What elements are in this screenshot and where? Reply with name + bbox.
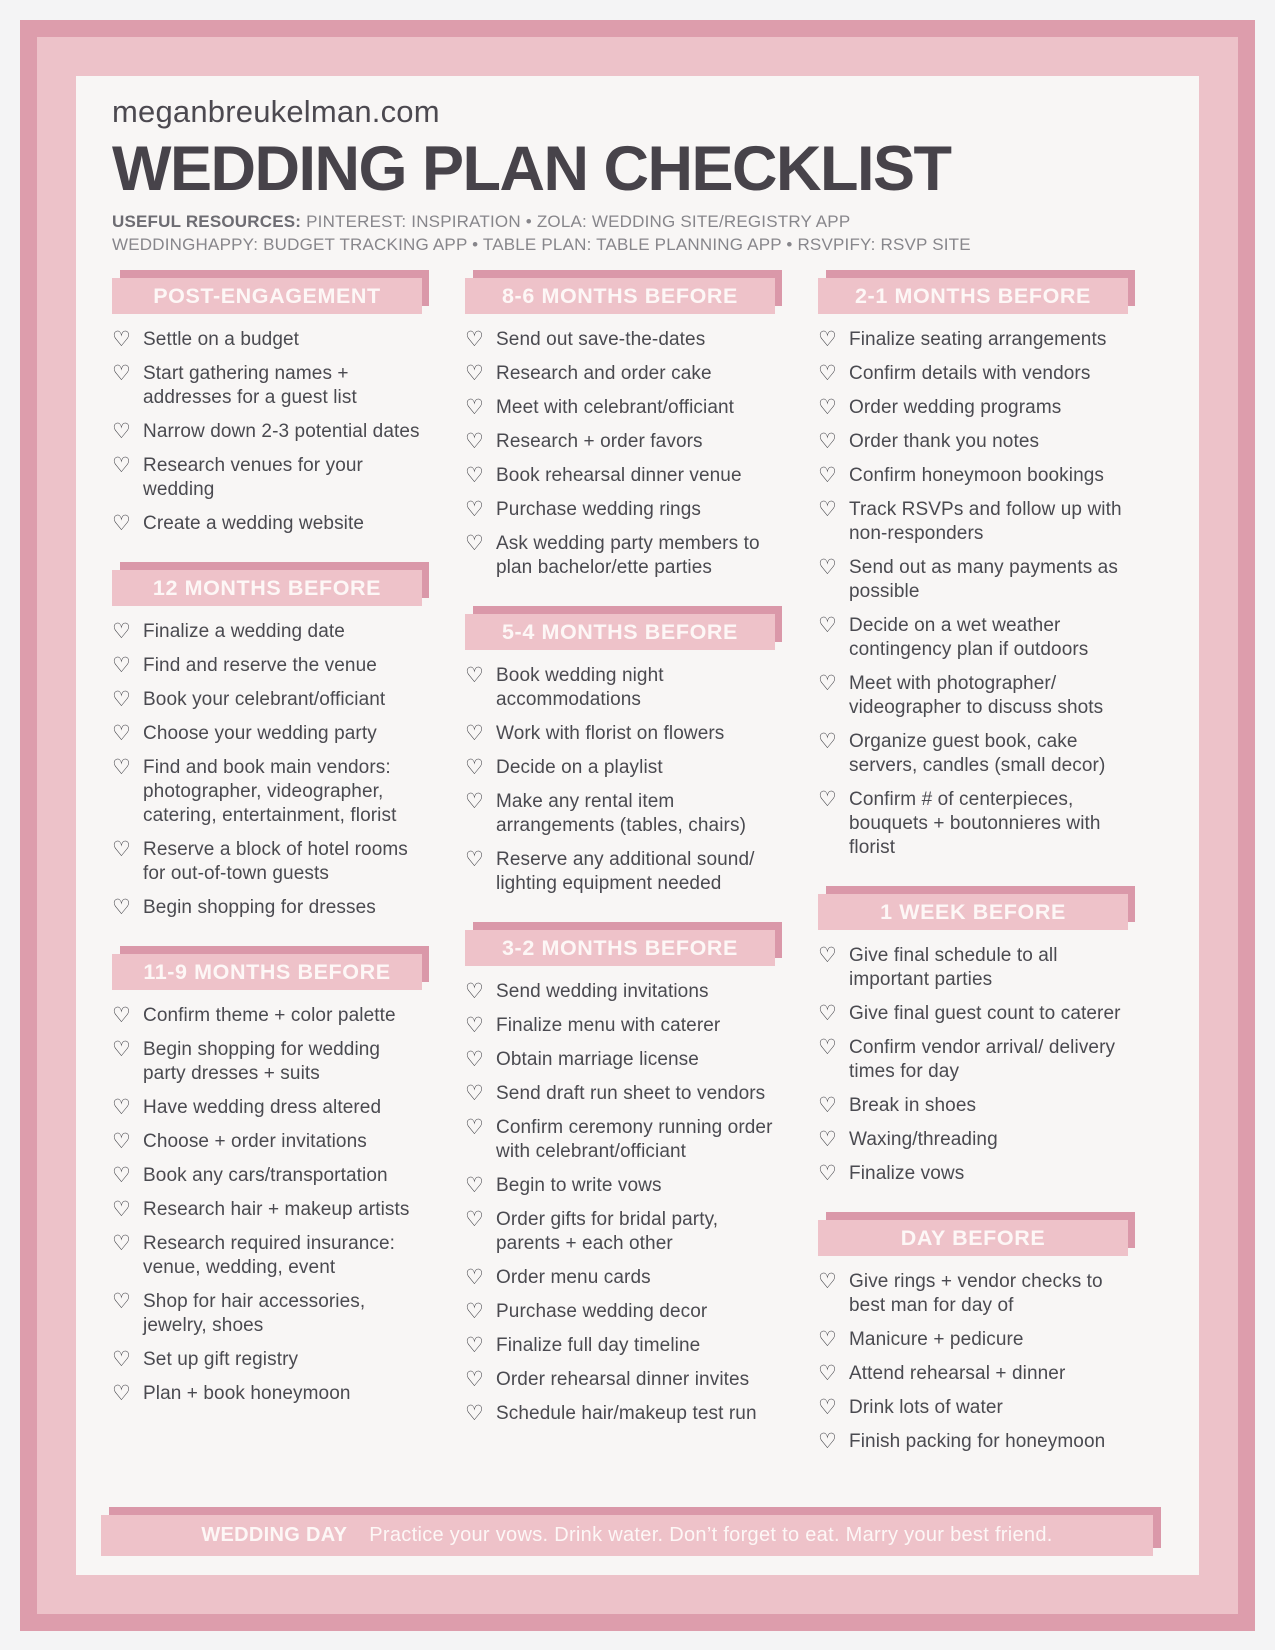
checklist-item [112, 362, 422, 410]
checklist-item-text: Finish packing for honeymoon [849, 1431, 1106, 1452]
heart-checkbox-icon: ♡ [465, 1116, 484, 1139]
checklist-item [112, 1198, 422, 1222]
checklist-item-text: Finalize vows [849, 1163, 965, 1184]
checklist-item-text: Order rehearsal dinner invites [496, 1369, 750, 1390]
checklist-item-text: Finalize full day timeline [496, 1335, 701, 1356]
checklist-item [818, 1002, 1128, 1026]
checklist-item [112, 1130, 422, 1154]
checklist-item-text: Decide on a playlist [496, 757, 663, 778]
heart-checkbox-icon: ♡ [465, 1300, 484, 1323]
checklist-item [112, 420, 422, 444]
checklist-item-text: Set up gift registry [143, 1349, 299, 1370]
checklist-item [818, 614, 1128, 662]
checklist-column [818, 278, 1128, 1464]
checklist-item-text: Send draft run sheet to vendors [496, 1083, 766, 1104]
checklist-section [465, 930, 775, 1426]
heart-checkbox-icon: ♡ [818, 944, 837, 967]
checklist-item [112, 756, 422, 828]
checklist-item-text: Drink lots of water [849, 1397, 1003, 1418]
checklist-item-text: Confirm theme + color palette [143, 1005, 396, 1026]
heart-checkbox-icon: ♡ [818, 1162, 837, 1185]
heart-checkbox-icon: ♡ [818, 362, 837, 385]
heart-checkbox-icon: ♡ [465, 1208, 484, 1231]
page-title: WEDDING PLAN CHECKLIST [112, 134, 951, 204]
checklist-item-text: Narrow down 2-3 potential dates [143, 421, 420, 442]
heart-checkbox-icon: ♡ [112, 1290, 131, 1313]
checklist-item [112, 896, 422, 920]
heart-checkbox-icon: ♡ [465, 396, 484, 419]
checklist-item-text: Finalize menu with caterer [496, 1015, 721, 1036]
heart-checkbox-icon: ♡ [818, 1036, 837, 1059]
checklist-item-text: Purchase wedding decor [496, 1301, 708, 1322]
resources-label: USEFUL RESOURCES: [112, 212, 302, 231]
section-header [112, 954, 422, 990]
heart-checkbox-icon: ♡ [818, 1430, 837, 1453]
checklist-item-text: Research + order favors [496, 431, 703, 452]
checklist-item [112, 654, 422, 678]
heart-checkbox-icon: ♡ [112, 1232, 131, 1255]
checklist-item [112, 620, 422, 644]
checklist-item-text: Track RSVPs and follow up with non-responders [849, 499, 1122, 544]
checklist-item [465, 1048, 775, 1072]
checklist-column [112, 278, 422, 1464]
checklist-section [112, 570, 422, 920]
checklist-section [818, 278, 1128, 860]
checklist-item [465, 1300, 775, 1324]
checklist-item [112, 1348, 422, 1372]
heart-checkbox-icon: ♡ [818, 1270, 837, 1293]
heart-checkbox-icon: ♡ [818, 1094, 837, 1117]
section-header [465, 930, 775, 966]
checklist-section [465, 278, 775, 580]
checklist-item [465, 756, 775, 780]
heart-checkbox-icon: ♡ [465, 664, 484, 687]
heart-checkbox-icon: ♡ [465, 1048, 484, 1071]
heart-checkbox-icon: ♡ [112, 454, 131, 477]
checklist-item [818, 672, 1128, 720]
checklist-item [465, 1368, 775, 1392]
checklist-item [112, 1096, 422, 1120]
checklist-item [818, 1036, 1128, 1084]
checklist-item-text: Schedule hair/makeup test run [496, 1403, 757, 1424]
heart-checkbox-icon: ♡ [465, 1014, 484, 1037]
heart-checkbox-icon: ♡ [818, 556, 837, 579]
checklist-item [818, 1270, 1128, 1318]
resources-line-2: WEDDINGHAPPY: BUDGET TRACKING APP • TABLE PLAN: TABLE PLANNING APP • RSVPIFY: RSVP SITE [112, 235, 971, 254]
heart-checkbox-icon: ♡ [112, 1096, 131, 1119]
heart-checkbox-icon: ♡ [465, 790, 484, 813]
section-header [465, 278, 775, 314]
checklist-item-text: Confirm # of centerpieces, bouquets + boutonnieres with florist [849, 789, 1101, 858]
heart-checkbox-icon: ♡ [465, 1368, 484, 1391]
heart-checkbox-icon: ♡ [465, 362, 484, 385]
checklist-item-text: Confirm vendor arrival/ delivery times for day [849, 1037, 1116, 1082]
section-title: 8-6 MONTHS BEFORE [465, 278, 775, 314]
heart-checkbox-icon: ♡ [818, 1396, 837, 1419]
checklist-item [465, 362, 775, 386]
heart-checkbox-icon: ♡ [465, 498, 484, 521]
heart-checkbox-icon: ♡ [465, 1174, 484, 1197]
checklist-section [465, 614, 775, 896]
checklist-item [465, 664, 775, 712]
section-title: 3-2 MONTHS BEFORE [465, 930, 775, 966]
heart-checkbox-icon: ♡ [465, 328, 484, 351]
checklist-item-text: Book rehearsal dinner venue [496, 465, 742, 486]
checklist-item-text: Break in shoes [849, 1095, 977, 1116]
checklist-item [465, 848, 775, 896]
checklist-section [112, 278, 422, 536]
checklist-item-text: Meet with photographer/ videographer to discuss shots [849, 673, 1104, 718]
checklist-item-text: Order menu cards [496, 1267, 651, 1288]
checklist-item-text: Decide on a wet weather contingency plan if outdoors [849, 615, 1089, 660]
checklist-item [465, 1266, 775, 1290]
heart-checkbox-icon: ♡ [112, 620, 131, 643]
checklist-item [465, 532, 775, 580]
checklist-item [112, 1004, 422, 1028]
checklist-item-text: Give final guest count to caterer [849, 1003, 1121, 1024]
checklist-column [465, 278, 775, 1464]
checklist-item-text: Find and book main vendors: photographer, videographer, catering, entertainment, florist [143, 757, 397, 826]
checklist-item [465, 1014, 775, 1038]
checklist-item-text: Choose your wedding party [143, 723, 377, 744]
heart-checkbox-icon: ♡ [112, 1164, 131, 1187]
heart-checkbox-icon: ♡ [465, 532, 484, 555]
checklist-item [818, 730, 1128, 778]
checklist-items [818, 328, 1128, 860]
heart-checkbox-icon: ♡ [465, 1402, 484, 1425]
checklist-item-text: Start gathering names + addresses for a guest list [143, 363, 357, 408]
checklist-item-text: Finalize seating arrangements [849, 329, 1107, 350]
checklist-item [818, 396, 1128, 420]
heart-checkbox-icon: ♡ [818, 730, 837, 753]
heart-checkbox-icon: ♡ [465, 1082, 484, 1105]
heart-checkbox-icon: ♡ [465, 848, 484, 871]
checklist-item-text: Give rings + vendor checks to best man for day of [849, 1271, 1103, 1316]
checklist-columns [112, 278, 1163, 1464]
section-title: POST-ENGAGEMENT [112, 278, 422, 314]
heart-checkbox-icon: ♡ [112, 420, 131, 443]
heart-checkbox-icon: ♡ [818, 498, 837, 521]
checklist-item [465, 328, 775, 352]
checklist-item-text: Begin shopping for wedding party dresses + suits [143, 1039, 381, 1084]
checklist-item [465, 1174, 775, 1198]
checklist-item [818, 944, 1128, 992]
checklist-item [112, 688, 422, 712]
checklist-item [818, 1430, 1128, 1454]
useful-resources [112, 210, 1163, 256]
section-title: 11-9 MONTHS BEFORE [112, 954, 422, 990]
checklist-item-text: Reserve a block of hotel rooms for out-of-town guests [143, 839, 408, 884]
checklist-item [818, 464, 1128, 488]
checklist-item-text: Meet with celebrant/officiant [496, 397, 735, 418]
checklist-item [465, 1334, 775, 1358]
checklist-item [818, 1128, 1128, 1152]
checklist-item [465, 790, 775, 838]
checklist-item-text: Settle on a budget [143, 329, 300, 350]
outer-pink-frame [20, 20, 1255, 1631]
heart-checkbox-icon: ♡ [112, 896, 131, 919]
checklist-section [818, 1220, 1128, 1454]
checklist-item [112, 512, 422, 536]
checklist-item [112, 1164, 422, 1188]
wedding-day-tips: Practice your vows. Drink water. Don’t forget to eat. Marry your best friend. [369, 1524, 1053, 1546]
heart-checkbox-icon: ♡ [818, 430, 837, 453]
checklist-item [818, 1362, 1128, 1386]
checklist-item [112, 1038, 422, 1086]
checklist-item [818, 1328, 1128, 1352]
checklist-item-text: Book wedding night accommodations [496, 665, 664, 710]
heart-checkbox-icon: ♡ [465, 1266, 484, 1289]
checklist-item-text: Book your celebrant/officiant [143, 689, 386, 710]
checklist-item-text: Research required insurance: venue, wedding, event [143, 1233, 396, 1278]
section-header [465, 614, 775, 650]
checklist-item [818, 328, 1128, 352]
section-header [818, 278, 1128, 314]
heart-checkbox-icon: ♡ [112, 838, 131, 861]
checklist-item [818, 556, 1128, 604]
document-content [76, 76, 1199, 1575]
checklist-items [465, 664, 775, 896]
checklist-item-text: Manicure + pedicure [849, 1329, 1024, 1350]
checklist-item-text: Finalize a wedding date [143, 621, 345, 642]
checklist-item [465, 1208, 775, 1256]
checklist-item-text: Research and order cake [496, 363, 712, 384]
heart-checkbox-icon: ♡ [112, 512, 131, 535]
checklist-item [112, 838, 422, 886]
heart-checkbox-icon: ♡ [818, 672, 837, 695]
checklist-items [818, 1270, 1128, 1454]
checklist-item [465, 464, 775, 488]
checklist-item-text: Research venues for your wedding [143, 455, 363, 500]
heart-checkbox-icon: ♡ [818, 788, 837, 811]
checklist-item-text: Work with florist on flowers [496, 723, 725, 744]
checklist-items [818, 944, 1128, 1186]
heart-checkbox-icon: ♡ [818, 1362, 837, 1385]
heart-checkbox-icon: ♡ [818, 1128, 837, 1151]
checklist-item [112, 1382, 422, 1406]
checklist-item-text: Send wedding invitations [496, 981, 709, 1002]
heart-checkbox-icon: ♡ [112, 654, 131, 677]
section-title: 1 WEEK BEFORE [818, 894, 1128, 930]
heart-checkbox-icon: ♡ [818, 614, 837, 637]
checklist-item-text: Find and reserve the venue [143, 655, 377, 676]
checklist-item [112, 454, 422, 502]
section-header [818, 1220, 1128, 1256]
checklist-item-text: Research hair + makeup artists [143, 1199, 410, 1220]
checklist-item-text: Confirm ceremony running order with celebrant/officiant [496, 1117, 773, 1162]
heart-checkbox-icon: ♡ [818, 328, 837, 351]
banner-bar [101, 1515, 1153, 1556]
section-title: 2-1 MONTHS BEFORE [818, 278, 1128, 314]
heart-checkbox-icon: ♡ [112, 1198, 131, 1221]
checklist-item-text: Give final schedule to all important parties [849, 945, 1058, 990]
heart-checkbox-icon: ♡ [465, 722, 484, 745]
heart-checkbox-icon: ♡ [465, 756, 484, 779]
heart-checkbox-icon: ♡ [465, 980, 484, 1003]
checklist-item-text: Order gifts for bridal party, parents + each other [496, 1209, 719, 1254]
heart-checkbox-icon: ♡ [465, 464, 484, 487]
checklist-item-text: Reserve any additional sound/ lighting equipment needed [496, 849, 755, 894]
checklist-item-text: Have wedding dress altered [143, 1097, 382, 1118]
heart-checkbox-icon: ♡ [818, 1002, 837, 1025]
checklist-item [818, 362, 1128, 386]
checklist-item-text: Send out save-the-dates [496, 329, 706, 350]
checklist-item-text: Book any cars/transportation [143, 1165, 388, 1186]
checklist-item-text: Confirm honeymoon bookings [849, 465, 1105, 486]
checklist-item [465, 1116, 775, 1164]
checklist-item-text: Create a wedding website [143, 513, 365, 534]
heart-checkbox-icon: ♡ [465, 1334, 484, 1357]
site-url: meganbreukelman.com [112, 94, 440, 129]
checklist-item-text: Begin to write vows [496, 1175, 662, 1196]
checklist-item-text: Organize guest book, cake servers, candles (small decor) [849, 731, 1106, 776]
heart-checkbox-icon: ♡ [112, 1382, 131, 1405]
checklist-item-text: Choose + order invitations [143, 1131, 367, 1152]
checklist-items [465, 328, 775, 580]
checklist-item-text: Order wedding programs [849, 397, 1062, 418]
heart-checkbox-icon: ♡ [818, 396, 837, 419]
heart-checkbox-icon: ♡ [465, 430, 484, 453]
heart-checkbox-icon: ♡ [112, 756, 131, 779]
checklist-item-text: Plan + book honeymoon [143, 1383, 351, 1404]
checklist-item [112, 1232, 422, 1280]
checklist-item [112, 328, 422, 352]
heart-checkbox-icon: ♡ [112, 1038, 131, 1061]
checklist-items [112, 1004, 422, 1406]
checklist-item [465, 430, 775, 454]
section-title: DAY BEFORE [818, 1220, 1128, 1256]
checklist-item-text: Attend rehearsal + dinner [849, 1363, 1066, 1384]
checklist-item [818, 788, 1128, 860]
checklist-item [112, 722, 422, 746]
checklist-item-text: Confirm details with vendors [849, 363, 1091, 384]
resources-line-1 [112, 210, 1163, 233]
checklist-item [465, 498, 775, 522]
section-title: 12 MONTHS BEFORE [112, 570, 422, 606]
heart-checkbox-icon: ♡ [818, 1328, 837, 1351]
checklist-item [465, 980, 775, 1004]
checklist-item [818, 498, 1128, 546]
wedding-day-banner [101, 1515, 1153, 1556]
checklist-items [112, 620, 422, 920]
checklist-item [465, 396, 775, 420]
checklist-item [465, 1082, 775, 1106]
heart-checkbox-icon: ♡ [112, 362, 131, 385]
resources-line-1-text: PINTEREST: INSPIRATION • ZOLA: WEDDING SITE/REGISTRY APP [306, 212, 851, 231]
checklist-item-text: Shop for hair accessories, jewelry, shoes [143, 1291, 366, 1336]
checklist-item [465, 722, 775, 746]
checklist-section [112, 954, 422, 1406]
section-header [112, 570, 422, 606]
checklist-item-text: Waxing/threading [849, 1129, 998, 1150]
section-header [112, 278, 422, 314]
heart-checkbox-icon: ♡ [112, 1004, 131, 1027]
checklist-item-text: Send out as many payments as possible [849, 557, 1118, 602]
checklist-item [112, 1290, 422, 1338]
checklist-item [818, 1094, 1128, 1118]
inner-pink-frame [37, 37, 1238, 1614]
checklist-items [465, 980, 775, 1426]
heart-checkbox-icon: ♡ [112, 722, 131, 745]
section-title: 5-4 MONTHS BEFORE [465, 614, 775, 650]
section-header [818, 894, 1128, 930]
checklist-item-text: Begin shopping for dresses [143, 897, 376, 918]
checklist-item-text: Make any rental item arrangements (tables, chairs) [496, 791, 747, 836]
checklist-item-text: Ask wedding party members to plan bachelor/ette parties [496, 533, 760, 578]
heart-checkbox-icon: ♡ [112, 1348, 131, 1371]
checklist-item-text: Purchase wedding rings [496, 499, 701, 520]
wedding-day-label: WEDDING DAY [201, 1524, 348, 1546]
heart-checkbox-icon: ♡ [112, 328, 131, 351]
checklist-section [818, 894, 1128, 1186]
checklist-item-text: Obtain marriage license [496, 1049, 699, 1070]
checklist-item [818, 1396, 1128, 1420]
heart-checkbox-icon: ♡ [112, 688, 131, 711]
checklist-item [465, 1402, 775, 1426]
heart-checkbox-icon: ♡ [112, 1130, 131, 1153]
heart-checkbox-icon: ♡ [818, 464, 837, 487]
checklist-items [112, 328, 422, 536]
checklist-item [818, 1162, 1128, 1186]
checklist-item-text: Order thank you notes [849, 431, 1040, 452]
checklist-item [818, 430, 1128, 454]
